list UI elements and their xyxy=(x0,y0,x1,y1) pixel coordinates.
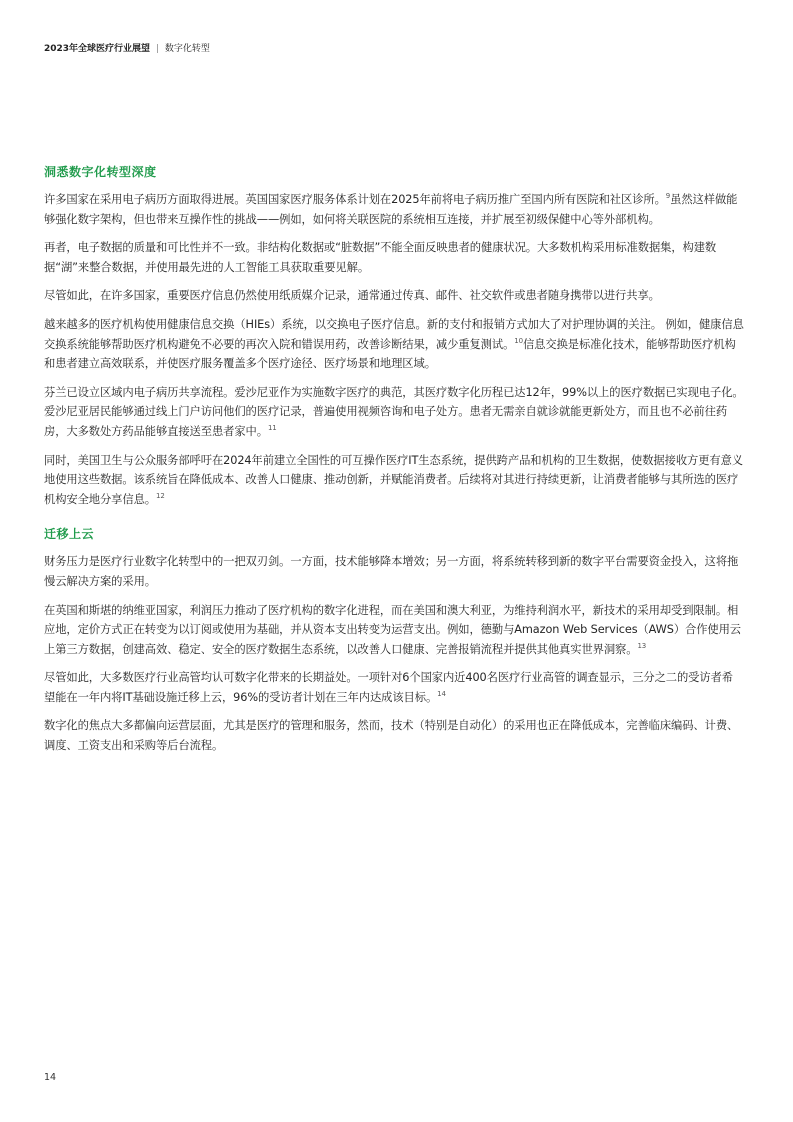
body-paragraph xyxy=(44,190,744,229)
paragraph-text: 数字化的焦点大多都偏向运营层面，尤其是医疗的管理和服务，然而，技术（特别是自动化）的采用也正在降低成本，完善临床编码、计费、调度、工资支出和采购等后台流程。 xyxy=(44,719,739,753)
paragraph-text: 同时，美国卫生与公众服务部呼吁在2024年前建立全国性的可互操作医疗IT生态系统，提供跨产品和机构的卫生数据，使数据接收方更有意义地使用这些数据。该系统旨在降低成本、改善人口健康、推动创新，并赋能消费者。后续将对其进行持续更新，让消费者能够与其所选的医疗机构安全地分享信息。 xyxy=(44,453,744,506)
header-separator: | xyxy=(155,44,159,54)
paragraph-text: 虽然这样做能够强化数字架构，但也带来互操作性的挑战——例如，如何将关联医院的系统相互连接，并扩展至初级保健中心等外部机构。 xyxy=(44,193,738,226)
section-heading: 洞悉数字化转型深度 xyxy=(44,165,157,179)
paragraph-text: 信息交换是标准化技术，能够帮助医疗机构和患者建立高效联系，并使医疗服务覆盖多个医疗途径、医疗场景和地理区域。 xyxy=(44,337,736,371)
footnote-ref: 9 xyxy=(665,192,671,201)
body-paragraph xyxy=(44,668,744,707)
section-heading: 迁移上云 xyxy=(44,527,95,542)
footnote-ref: 12 xyxy=(155,491,165,500)
paragraph-text: 尽管如此，在许多国家，重要医疗信息仍然使用纸质媒介记录，通常通过传真、邮件、社交软件或患者随身携带以进行共享。 xyxy=(44,289,660,303)
body-paragraph xyxy=(44,552,744,591)
paragraph-text: 芬兰已设立区域内电子病历共享流程。爱沙尼亚作为实施数字医疗的典范，其医疗数字化历程已达12年，99%以上的医疗数据已实现电子化。爱沙尼亚居民能够通过线上门户访问他们的医疗记录，普遍使用视频咨询和电子处方。患者无需亲自就诊就能更新处方，而且也不必前往药房，大多数处方药品能够直接送至患者家中。 xyxy=(44,385,744,438)
paragraph-text: 再者，电子数据的质量和可比性并不一致。非结构化数据或“脏数据”不能全面反映患者的健康状况。大多数机构采用标准数据集，构建数据“湖”来整合数据，并使用最先进的人工智能工具获取重要见解。 xyxy=(44,241,717,274)
body-paragraph xyxy=(44,286,744,306)
paragraph-text: 在英国和斯堪的纳维亚国家，利润压力推动了医疗机构的数字化进程，而在美国和澳大利亚，为维持利润水平，新技术的采用却受到限制。相应地，定价方式正在转变为以订阅或使用为基础，并从资本支出转变为运营支出。例如，德勤与Amazon Web Services（AWS）合作使用云上第三方数据，创建高效、稳定、安全的医疗数据生态系统，以改善人口健康、完善报销流程并提供其他真实世界洞察。 xyxy=(44,603,742,656)
footnote-ref: 14 xyxy=(437,690,446,699)
body-paragraph xyxy=(44,238,744,277)
paragraph-text: 越来越多的医疗机构使用健康信息交换（HIEs）系统，以交换电子医疗信息。新的支付和报销方式加大了对护理协调的关注。 例如，健康信息交换系统能够帮助医疗机构避免不必要的再次入院和错误用药，改善诊断结果，减少重复测试。 xyxy=(44,317,744,351)
body-paragraph xyxy=(44,315,744,374)
body-paragraph xyxy=(44,451,744,510)
body-paragraph xyxy=(44,383,744,442)
header-section-name: 数字化转型 xyxy=(164,44,210,54)
article-body xyxy=(44,163,744,765)
footnote-ref: 11 xyxy=(267,424,277,433)
paragraph-text: 许多国家在采用电子病历方面取得进展。英国国家医疗服务体系计划在2025年前将电子病历推广至国内所有医院和社区诊所。 xyxy=(44,193,666,206)
document-title: 2023年全球医疗行业展望 xyxy=(44,44,151,54)
footnote-ref: 13 xyxy=(637,641,647,650)
paragraph-text: 财务压力是医疗行业数字化转型中的一把双刃剑。一方面，技术能够降本增效；另一方面，将系统转移到新的数字平台需要资金投入，这将拖慢云解决方案的采用。 xyxy=(44,555,739,588)
body-paragraph xyxy=(44,716,744,755)
body-paragraph xyxy=(44,601,744,660)
paragraph-text: 尽管如此，大多数医疗行业高管均认可数字化带来的长期益处。一项针对6个国家内近400名医疗行业高管的调查显示，三分之二的受访者希望能在一年内将IT基础设施迁移上云，96%的受访者计划在三年内达成该目标。 xyxy=(44,671,733,704)
page-number: 14 xyxy=(44,1072,57,1083)
footnote-ref: 10 xyxy=(514,336,523,345)
running-header xyxy=(44,43,210,55)
